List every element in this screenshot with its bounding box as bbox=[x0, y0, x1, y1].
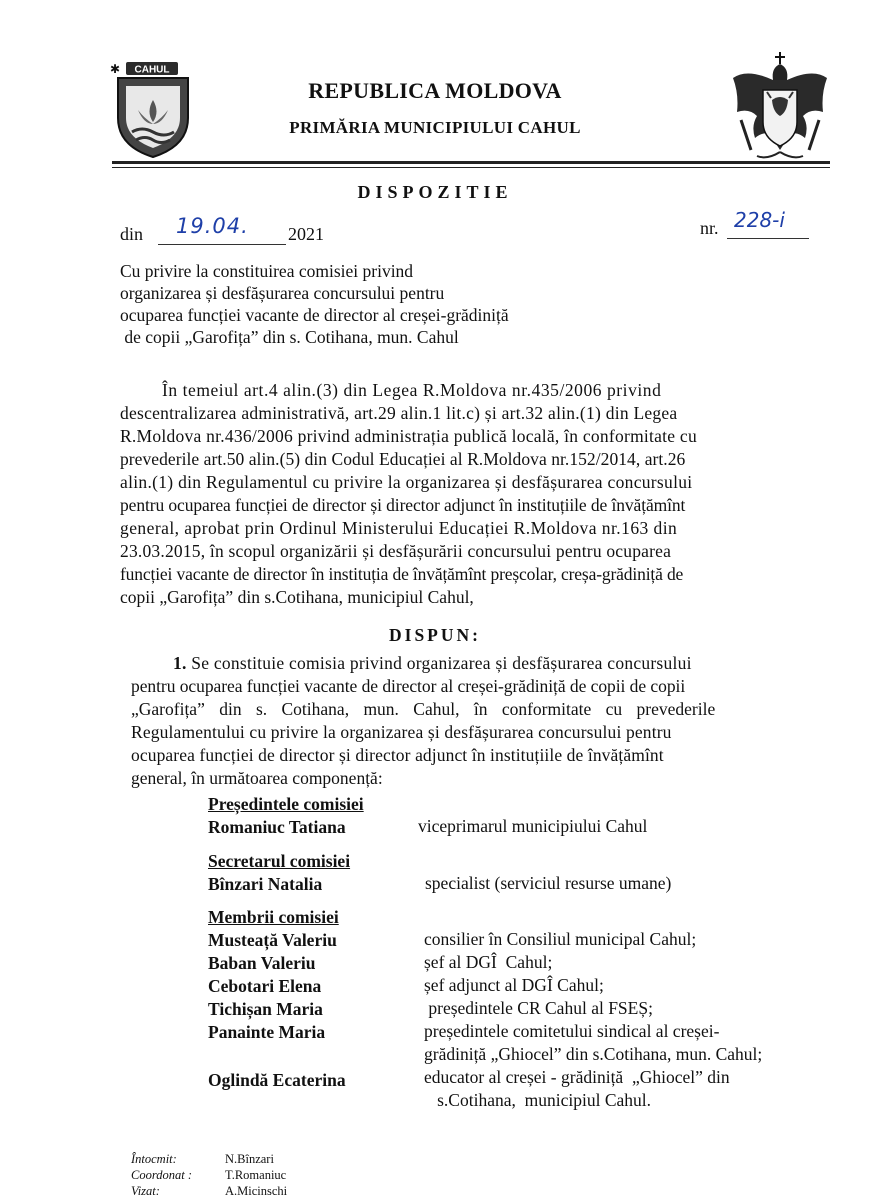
member-name: Musteață Valeriu bbox=[208, 930, 337, 950]
date-year: 2021 bbox=[288, 224, 324, 244]
secretary-role: specialist (serviciul resurse umane) bbox=[425, 873, 672, 893]
member-name: Oglindă Ecaterina bbox=[208, 1070, 346, 1090]
member-name: Tichișan Maria bbox=[208, 999, 323, 1019]
member-role: președintele comitetului sindical al creșei- bbox=[424, 1021, 720, 1041]
member-role: șef adjunct al DGÎ Cahul; bbox=[424, 975, 604, 995]
member-role-continued: grădiniță „Ghiocel” din s.Cotihana, mun. Cahul; bbox=[424, 1044, 763, 1064]
member-name: Baban Valeriu bbox=[208, 953, 316, 973]
cahul-coat-of-arms bbox=[108, 60, 198, 160]
subject-line: ocuparea funcției vacante de director al creșei-grădiniță bbox=[120, 305, 509, 325]
preamble-line: 23.03.2015, în scopul organizării și desfășurării concursului pentru ocuparea bbox=[120, 541, 672, 561]
header-rule-thick bbox=[112, 161, 830, 164]
member-role-continued: s.Cotihana, municipiul Cahul. bbox=[424, 1090, 651, 1110]
member-role: consilier în Consiliul municipal Cahul; bbox=[424, 929, 697, 949]
preamble-line: pentru ocuparea funcției de director și director adjunct în instituțiile de învățămînt bbox=[120, 495, 686, 515]
footer-label: Vizat: bbox=[131, 1184, 160, 1198]
preamble-paragraph bbox=[120, 379, 820, 609]
document-title: DISPOZITIE bbox=[357, 182, 513, 202]
secretary-name: Bînzari Natalia bbox=[208, 874, 323, 894]
preamble-line: general, aprobat prin Ordinul Ministerului Educației R.Moldova nr.163 din bbox=[120, 518, 678, 538]
item-1-first-line bbox=[131, 652, 821, 675]
subject-line: Cu privire la constituirea comisiei privind bbox=[120, 261, 414, 281]
dispun-heading: DISPUN: bbox=[389, 625, 481, 645]
member-name: Cebotari Elena bbox=[208, 976, 322, 996]
subject-line: organizarea și desfășurarea concursului pentru bbox=[120, 283, 445, 303]
preamble-line: descentralizarea administrativă, art.29 alin.1 lit.c) și art.32 alin.(1) din Legea bbox=[120, 403, 678, 423]
handwritten-date: 19.04. bbox=[176, 214, 249, 238]
footer-label: Coordonat : bbox=[131, 1168, 192, 1182]
item-1-line: general, în următoarea componență: bbox=[131, 768, 383, 788]
crest-label: CAHUL bbox=[134, 64, 170, 76]
item-1-line: ocuparea funcției de director și director adjunct în instituțiile de învățămînt bbox=[131, 745, 664, 765]
moldova-coat-of-arms bbox=[727, 50, 833, 166]
member-name: Panainte Maria bbox=[208, 1022, 326, 1042]
subject-block bbox=[120, 260, 600, 348]
footer-value: A.Micinschi bbox=[225, 1184, 288, 1198]
item-1-line: „Garofița” din s. Cotihana, mun. Cahul, în conformitate cu prevederile bbox=[131, 699, 716, 719]
number-label: nr. bbox=[700, 218, 719, 238]
preamble-line: alin.(1) din Regulamentul cu privire la organizarea și desfășurarea concursului bbox=[120, 472, 693, 492]
footer-label: Întocmit: bbox=[131, 1152, 177, 1166]
footer-value: N.Bînzari bbox=[225, 1152, 274, 1166]
preamble-line: funcției vacante de director în instituția de învățămînt preșcolar, creșa-grădiniță de bbox=[120, 564, 684, 584]
member-role: educator al creșei - grădiniță „Ghiocel” din bbox=[424, 1067, 730, 1087]
item-1-line: pentru ocuparea funcției vacante de director al creșei-grădiniță de copii de copii bbox=[131, 676, 686, 696]
item-number: 1. bbox=[173, 653, 187, 673]
item-1-line: Se constituie comisia privind organizarea și desfășurarea concursului bbox=[186, 653, 692, 673]
subject-line: de copii „Garofița” din s. Cotihana, mun. Cahul bbox=[120, 327, 459, 347]
preamble-line: copii „Garofița” din s.Cotihana, municipiul Cahul, bbox=[120, 587, 474, 607]
president-role: viceprimarul municipiului Cahul bbox=[418, 816, 648, 836]
president-heading: Președintele comisiei bbox=[208, 794, 364, 814]
member-role: președintele CR Cahul al FSEȘ; bbox=[424, 998, 653, 1018]
preamble-line: În temeiul art.4 alin.(3) din Legea R.Moldova nr.435/2006 privind bbox=[162, 380, 662, 400]
member-role: șef al DGÎ Cahul; bbox=[424, 952, 553, 972]
institution-title: PRIMĂRIA MUNICIPIULUI CAHUL bbox=[289, 118, 581, 137]
svg-text:✱: ✱ bbox=[110, 62, 121, 76]
header-rule-thin bbox=[112, 167, 830, 168]
preamble-line: prevederile art.50 alin.(5) din Codul Educației al R.Moldova nr.152/2014, art.26 bbox=[120, 449, 686, 469]
footer-value: T.Romaniuc bbox=[225, 1168, 287, 1182]
item-1-line: Regulamentului cu privire la organizarea și desfășurarea concursului pentru bbox=[131, 722, 672, 742]
members-heading: Membrii comisiei bbox=[208, 907, 339, 927]
item-1-paragraph bbox=[131, 652, 821, 790]
secretary-heading: Secretarul comisiei bbox=[208, 851, 351, 871]
handwritten-number: 228-i bbox=[734, 208, 785, 232]
preamble-line: R.Moldova nr.436/2006 privind administrația publică locală, în conformitate cu bbox=[120, 426, 697, 446]
date-label: din bbox=[120, 224, 144, 244]
president-name: Romaniuc Tatiana bbox=[208, 817, 346, 837]
country-title: REPUBLICA MOLDOVA bbox=[308, 78, 562, 103]
